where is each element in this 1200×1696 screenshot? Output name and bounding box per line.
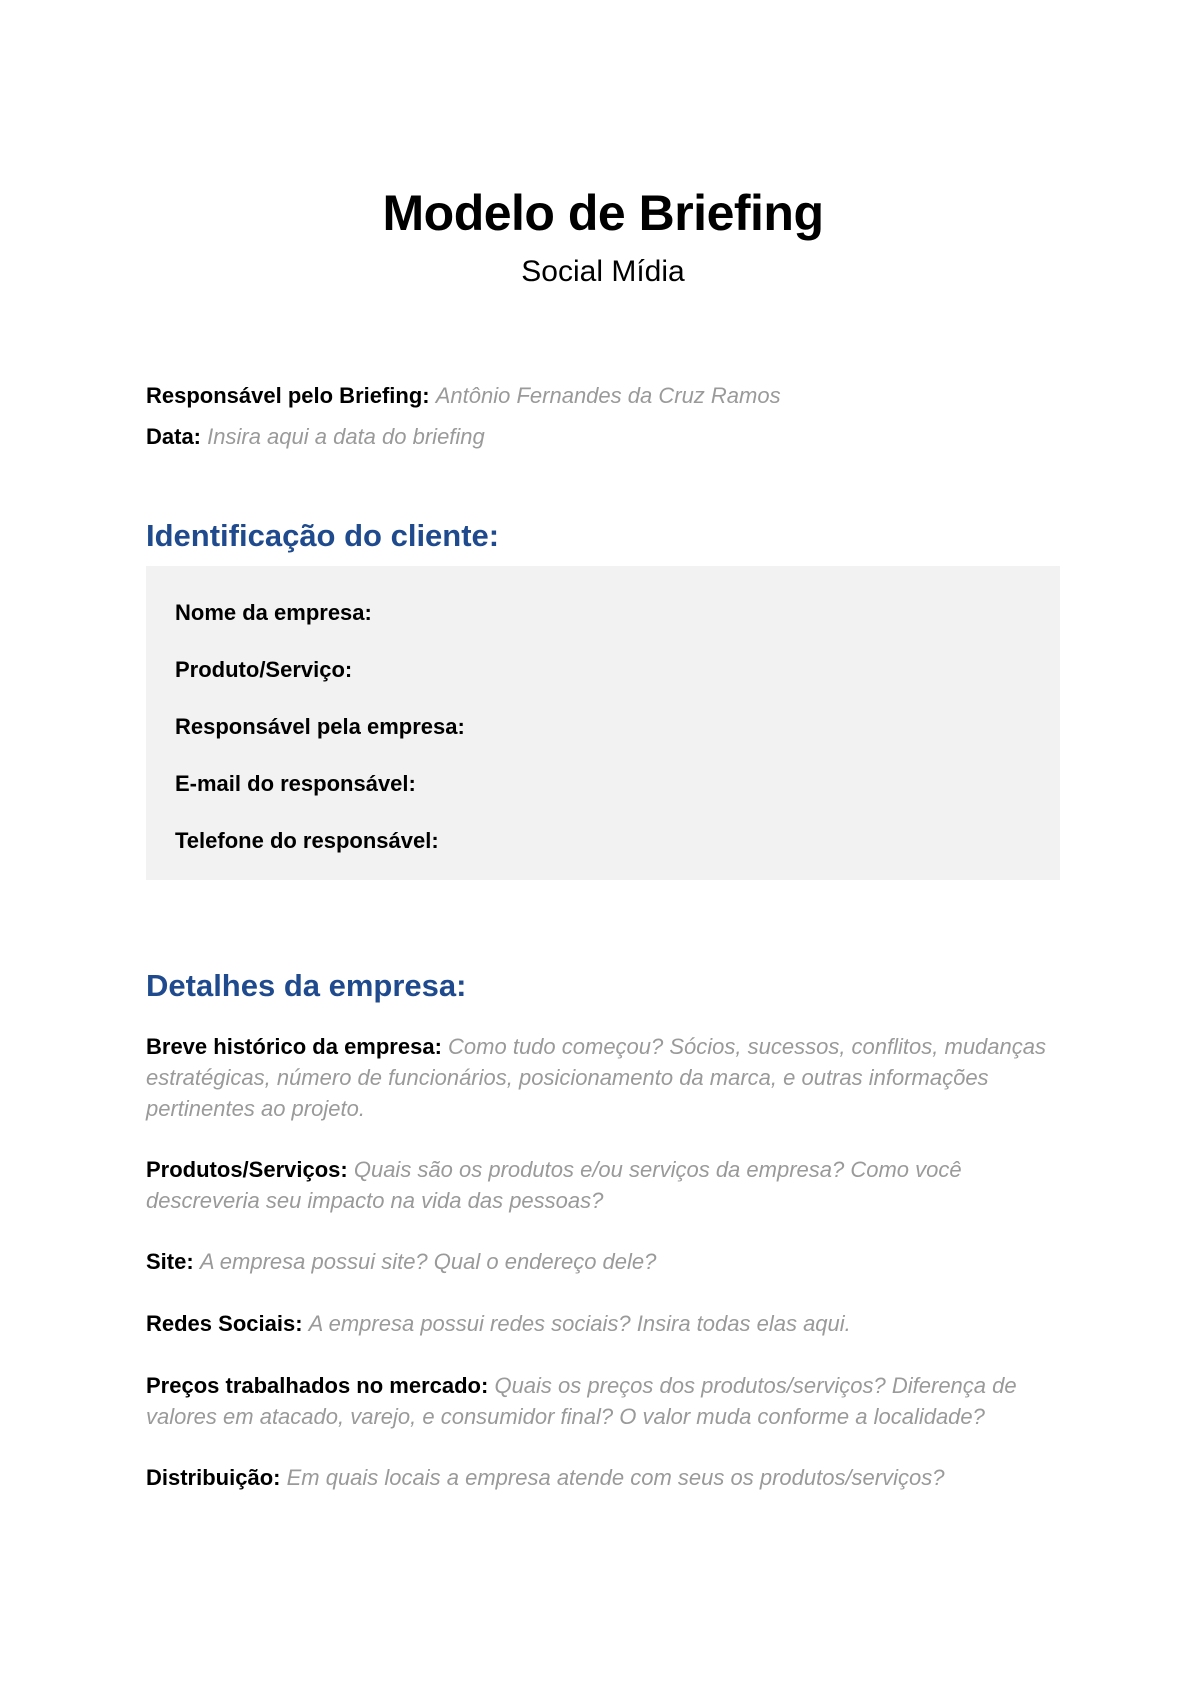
responsible-value: Antônio Fernandes da Cruz Ramos [435,383,781,408]
market-prices-item [146,1370,1060,1432]
market-prices-label: Preços trabalhados no mercado: [146,1373,489,1398]
client-section-heading: Identificação do cliente: [146,518,500,553]
social-networks-item [146,1308,1060,1339]
company-history-label: Breve histórico da empresa: [146,1034,442,1059]
responsible-phone-field: Telefone do responsável: [175,828,439,853]
company-responsible-field: Responsável pela empresa: [175,714,465,739]
product-service-field: Produto/Serviço: [175,657,353,682]
responsible-email-field: E-mail do responsável: [175,771,416,796]
responsible-label: Responsável pelo Briefing: [146,383,430,408]
social-networks-hint: A empresa possui redes sociais? Insira todas elas aqui. [308,1311,851,1336]
products-services-label: Produtos/Serviços: [146,1157,348,1182]
company-name-field: Nome da empresa: [175,600,372,625]
products-services-item [146,1154,1060,1216]
client-info-box [146,566,1060,880]
products-services-hint: Quais são os produtos e/ou serviços da empresa? Como você descreveria seu impacto na vida das pessoas? [146,1157,962,1213]
distribution-item [146,1462,1060,1493]
date-value: Insira aqui a data do briefing [207,424,485,449]
site-hint: A empresa possui site? Qual o endereço dele? [199,1249,657,1274]
responsible-line [146,381,781,411]
company-section-heading: Detalhes da empresa: [146,968,467,1003]
distribution-hint: Em quais locais a empresa atende com seus os produtos/serviços? [286,1465,945,1490]
company-history-hint: Como tudo começou? Sócios, sucessos, conflitos, mudanças estratégicas, número de funcionários, posicionamento da marca, e outras informações pertinentes ao projeto. [146,1034,1046,1121]
social-networks-label: Redes Sociais: [146,1311,303,1336]
market-prices-hint: Quais os preços dos produtos/serviços? Diferença de valores em atacado, varejo, e consumidor final? O valor muda conforme a localidade? [146,1373,1017,1429]
site-label: Site: [146,1249,194,1274]
date-line [146,422,485,452]
site-item [146,1246,1060,1277]
document-title: Modelo de Briefing [382,185,824,241]
document-subtitle: Social Mídia [521,255,685,288]
company-history-item [146,1031,1060,1124]
distribution-label: Distribuição: [146,1465,281,1490]
date-label: Data: [146,424,202,449]
